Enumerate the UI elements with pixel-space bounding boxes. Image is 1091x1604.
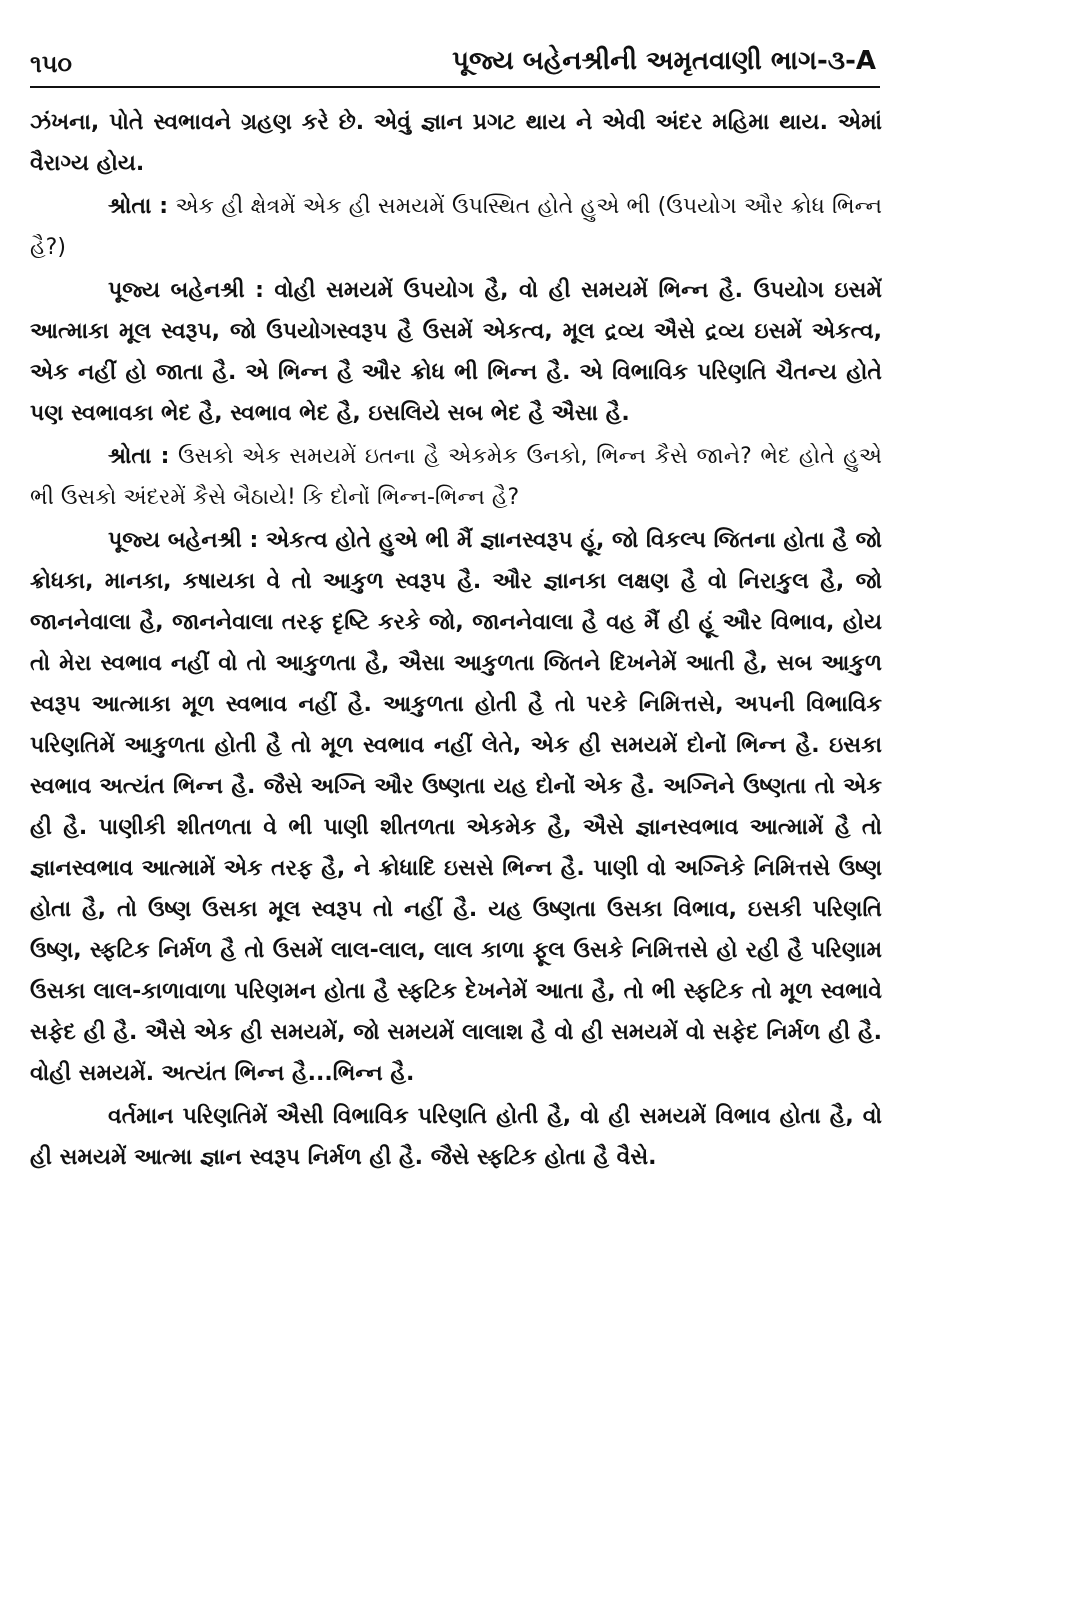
paragraph-text: વર્તમાન પરિણતિમેં ઐસી વિભાવિક પરિણતિ હોતી હૈ, વો હી સમયમેં વિભાવ હોતા હૈ, વો હી સમયમેં આત્મા જ્ઞાન સ્વરૂપ નિર્મળ હી હૈ. જૈસે સ્ફટિક હોતા હૈ વૈસે. <box>30 1104 882 1170</box>
paragraph-text: ઝંખના, પોતે સ્વભાવને ગ્રહણ કરે છે. એવું જ્ઞાન પ્રગટ થાય ને એવી અંદર મહિમા થાય. એમાં વૈરાગ્ય હોય. <box>30 110 882 176</box>
page-body <box>30 102 882 1178</box>
page-header <box>30 46 880 88</box>
speaker-label: પૂજ્ય બહેનશ્રી : <box>108 278 264 303</box>
listener-question <box>30 186 882 268</box>
speaker-label: શ્રોતા : <box>108 194 169 219</box>
paragraph-text: વોહી સમયમેં ઉપયોગ હૈ, વો હી સમયમેં ભિન્ન હૈ. ઉપયોગ ઇસમેં આત્માકા મૂલ સ્વરૂપ, જો ઉપયોગસ્વરૂપ હૈ ઉસમેં એકત્વ, મૂલ દ્રવ્ય ઐસે દ્રવ્ય ઇસમેં એકત્વ, એક નહીં હો જાતા હૈ. એ ભિન્ન હૈ ઔર ક્રોધ ભી ભિન્ન હૈ. એ વિભાવિક પરિણતિ ચૈતન્ય હોતે પણ સ્વભાવકા ભેદ હૈ, સ્વભાવ ભેદ હૈ, ઇસલિયે સબ ભેદ હૈ ઐસા હૈ. <box>30 278 882 426</box>
paragraph-text: એક હી ક્ષેત્રમેં એક હી સમયમેં ઉપસ્થિત હોતે હુએ ભી (ઉપયોગ ઔર ક્રોધ ભિન્ન હૈ?) <box>30 194 882 260</box>
bahenshri-answer <box>30 520 882 1094</box>
running-title: પૂજ્ય બહેનશ્રીની અમૃતવાણી ભાગ-૩-A <box>452 46 876 76</box>
bahenshri-answer <box>30 270 882 434</box>
speaker-label: શ્રોતા : <box>108 444 170 469</box>
page-number: ૧૫૦ <box>30 50 72 78</box>
paragraph-text: ઉસકો એક સમયમેં ઇતના હૈ એકમેક ઉનકો, ભિન્ન કૈસે જાને? ભેદ હોતે હુએ ભી ઉસકો અંદરમેં કૈસે બૈઠાયે! કિ દોનોં ભિન્ન-ભિન્ન હૈ? <box>30 444 882 510</box>
paragraph-continuation <box>30 102 882 184</box>
paragraph-closing <box>30 1096 882 1178</box>
speaker-label: પૂજ્ય બહેનશ્રી : <box>108 528 259 553</box>
paragraph-text: એકત્વ હોતે હુએ ભી મૈં જ્ઞાનસ્વરૂપ હૂં, જો વિકલ્પ જિતના હોતા હૈ જો ક્રોધકા, માનકા, કષાયકા વે તો આકુળ સ્વરૂપ હૈ. ઔર જ્ઞાનકા લક્ષણ હૈ વો નિરાકુલ હૈ, જો જાનનેવાલા હૈ, જાનનેવાલા તરફ દૃષ્ટિ કરકે જો, જાનનેવાલા હૈ વહ મૈં હી હૂં ઔર વિભાવ, હોય તો મેરા સ્વભાવ નહીં વો તો આકુળતા હૈ, ઐસા આકુળતા જિતને દિખનેમેં આતી હૈ, સબ આકુળ સ્વરૂપ આત્માકા મૂળ સ્વભાવ નહીં હૈ. આકુળતા હોતી હૈ તો પરકે નિમિત્તસે, અપની વિભાવિક પરિણતિમેં આકુળતા હોતી હૈ તો મૂળ સ્વભાવ નહીં લેતે, એક હી સમયમેં દોનોં ભિન્ન હૈ. ઇસકા સ્વભાવ અત્યંત ભિન્ન હૈ. જૈસે અગ્નિ ઔર ઉષ્ણતા યહ દોનોં એક હૈ. અગ્નિને ઉષ્ણતા તો એક હી હૈ. પાણીકી શીતળતા વે ભી પાણી શીતળતા એકમેક હૈ, ઐસે જ્ઞાનસ્વભાવ આત્મામેં હૈ તો જ્ઞાનસ્વભાવ આત્મામેં એક તરફ હૈ, ને ક્રોધાદિ ઇસસે ભિન્ન હૈ. પાણી વો અગ્નિકે નિમિત્તસે ઉષ્ણ હોતા હૈ, તો ઉષ્ણ ઉસકા મૂલ સ્વરૂપ તો નહીં હૈ. યહ ઉષ્ણતા ઉસકા વિભાવ, ઇસકી પરિણતિ ઉષ્ણ, સ્ફટિક નિર્મળ હૈ તો ઉસમેં લાલ-લાલ, લાલ કાળા ફૂલ ઉસકે નિમિત્તસે હો રહી હૈ પરિણામ ઉસકા લાલ-કાળાવાળા પરિણમન હોતા હૈ સ્ફટિક દેખનેમેં આતા હૈ, તો ભી સ્ફટિક તો મૂળ સ્વભાવે સફેદ હી હૈ. ઐસે એક હી સમયમેં, જો સમયમેં લાલાશ હૈ વો હી સમયમેં વો સફેદ નિર્મળ હી હૈ. વોહી સમયમેં. અત્યંત ભિન્ન હૈ...ભિન્ન હૈ. <box>30 528 882 1086</box>
listener-question <box>30 436 882 518</box>
